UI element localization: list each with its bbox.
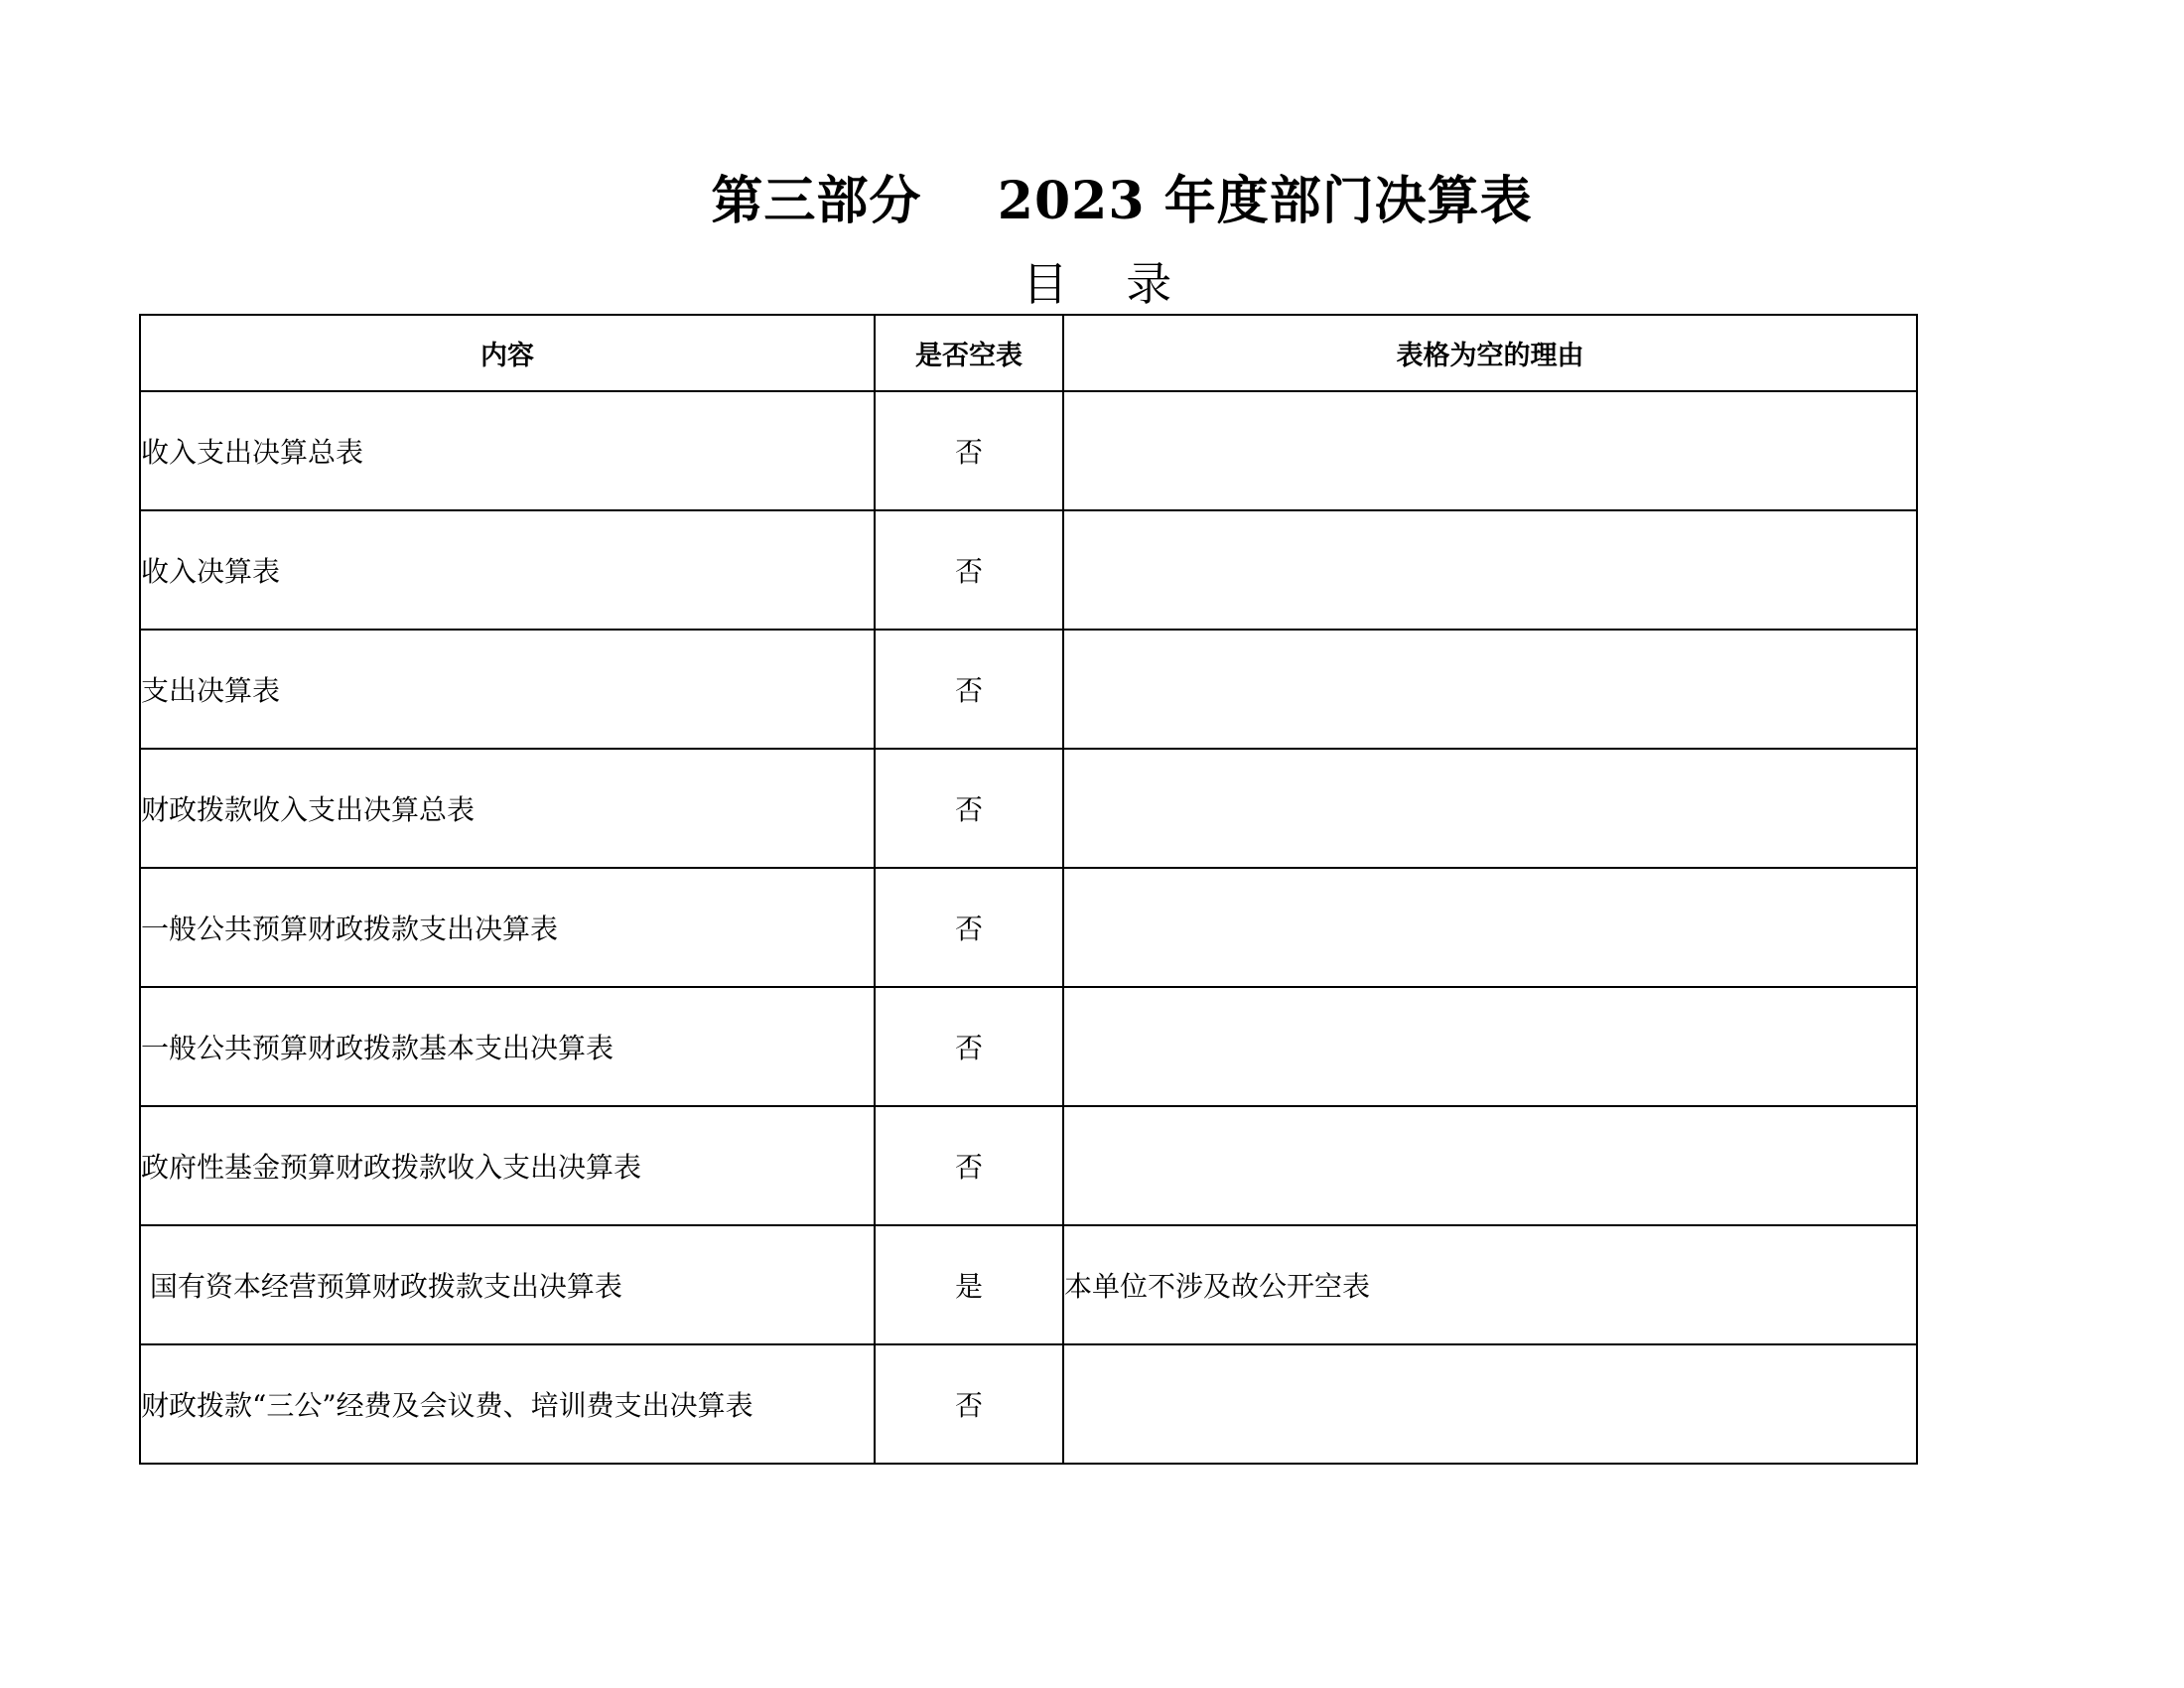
row-reason <box>1063 749 1917 868</box>
row-is-empty: 否 <box>875 1344 1063 1464</box>
table-row <box>140 868 1917 987</box>
table-row <box>140 630 1917 749</box>
header-reason: 表格为空的理由 <box>1063 315 1917 391</box>
row-is-empty: 否 <box>875 987 1063 1106</box>
row-content: 收入决算表 <box>140 510 875 630</box>
row-reason <box>1063 630 1917 749</box>
row-content: 一般公共预算财政拨款支出决算表 <box>140 868 875 987</box>
row-reason <box>1063 1344 1917 1464</box>
row-reason <box>1063 987 1917 1106</box>
row-is-empty: 是 <box>875 1225 1063 1344</box>
table-row <box>140 1106 1917 1225</box>
row-reason: 本单位不涉及故公开空表 <box>1063 1225 1917 1344</box>
table-row <box>140 1225 1917 1344</box>
row-reason <box>1063 391 1917 510</box>
row-content: 支出决算表 <box>140 630 875 749</box>
row-content: 一般公共预算财政拨款基本支出决算表 <box>140 987 875 1106</box>
row-is-empty: 否 <box>875 391 1063 510</box>
row-reason <box>1063 510 1917 630</box>
table-row <box>140 391 1917 510</box>
toc-table <box>139 314 1918 1465</box>
table-row <box>140 987 1917 1106</box>
row-reason <box>1063 868 1917 987</box>
row-is-empty: 否 <box>875 749 1063 868</box>
header-is-empty: 是否空表 <box>875 315 1063 391</box>
row-reason <box>1063 1106 1917 1225</box>
table-row <box>140 749 1917 868</box>
row-content: 国有资本经营预算财政拨款支出决算表 <box>140 1225 875 1344</box>
row-content: 政府性基金预算财政拨款收入支出决算表 <box>140 1106 875 1225</box>
row-is-empty: 否 <box>875 510 1063 630</box>
page-subtitle: 目 录 <box>1022 257 1172 311</box>
row-is-empty: 否 <box>875 1106 1063 1225</box>
row-content: 收入支出决算总表 <box>140 391 875 510</box>
row-is-empty: 否 <box>875 868 1063 987</box>
row-is-empty: 否 <box>875 630 1063 749</box>
table-header-row <box>140 315 1917 391</box>
table-row <box>140 510 1917 630</box>
row-content: 财政拨款收入支出决算总表 <box>140 749 875 868</box>
row-content: 财政拨款“三公”经费及会议费、培训费支出决算表 <box>140 1344 875 1464</box>
page-title: 第三部分 2023 年度部门决算表 <box>711 171 1533 231</box>
header-content: 内容 <box>140 315 875 391</box>
table-row <box>140 1344 1917 1464</box>
